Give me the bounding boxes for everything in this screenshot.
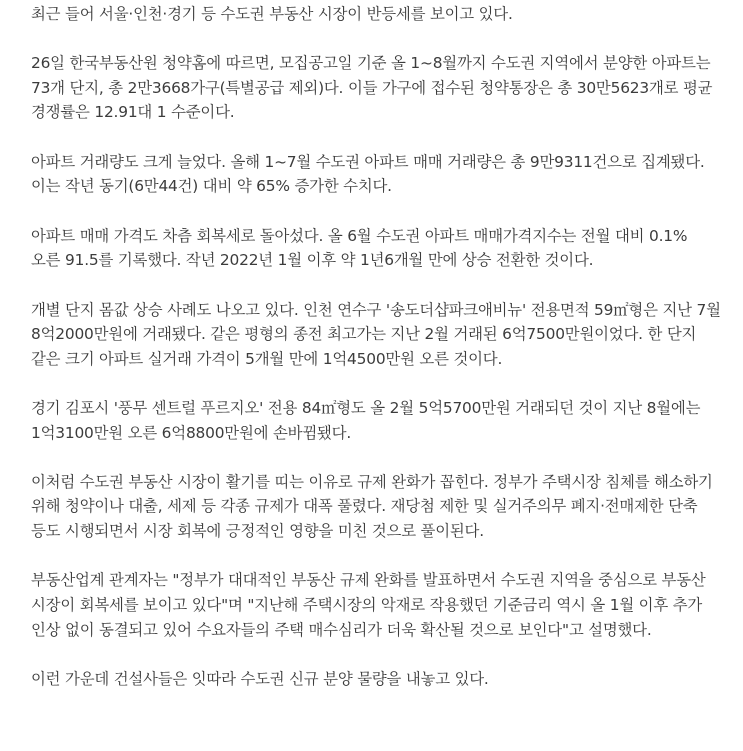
paragraph-transaction-volume: 아파트 거래량도 크게 늘었다. 올해 1~7월 수도권 아파트 매매 거래량은 총 9만9311건으로 집계됐다. 이는 작년 동기(6만44건) 대비 약 65% 증가한 수치다. bbox=[31, 152, 705, 196]
paragraph-intro: 최근 들어 서울·인천·경기 등 수도권 부동산 시장이 반등세를 보이고 있다. bbox=[31, 5, 513, 23]
paragraph-songdo-example: 개별 단지 몸값 상승 사례도 나오고 있다. 인천 연수구 '송도더샵파크애비뉴' 전용면적 59㎡형은 지난 7월 8억2000만원에 거래됐다. 같은 평형의 종전 최고가는 지난 2월 거래된 6억7500만원이었다. 한 단지 같은 크기 아파트 실거래 가격이 5개월 만에 1억4500만원 오른 것이다. bbox=[31, 300, 721, 368]
paragraph-subscription-stats: 26일 한국부동산원 청약홈에 따르면, 모집공고일 기준 올 1~8월까지 수도권 지역에서 분양한 아파트는 73개 단지, 총 2만3668가구(특별공급 제외)다. 이들 가구에 접수된 청약통장은 총 30만5623개로 평균 경쟁률은 12.91대 1 수준이다. bbox=[31, 54, 713, 122]
paragraph-gimpo-example: 경기 김포시 '풍무 센트럴 푸르지오' 전용 84㎡형도 올 2월 5억5700만원 거래되던 것이 지난 8월에는 1억3100만원 오른 6억8800만원에 손바뀜됐다. bbox=[31, 398, 701, 442]
paragraph-industry-quote: 부동산업계 관계자는 "정부가 대대적인 부동산 규제 완화를 발표하면서 수도권 지역을 중심으로 부동산 시장이 회복세를 보이고 있다"며 "지난해 주택시장의 악재로 작용했던 기준금리 역시 올 1월 이후 추가 인상 없이 동결되고 있어 수요자들의 주택 매수심리가 더욱 확산될 것으로 보인다"고 설명했다. bbox=[31, 571, 706, 639]
paragraph-deregulation: 이처럼 수도권 부동산 시장이 활기를 띠는 이유로 규제 완화가 꼽힌다. 정부가 주택시장 침체를 해소하기 위해 청약이나 대출, 세제 등 각종 규제가 대폭 풀렸다. 재당첨 제한 및 실거주의무 폐지·전매제한 단축 등도 시행되면서 시장 회복에 긍정적인 영향을 미친 것으로 풀이된다. bbox=[31, 472, 713, 541]
paragraph-new-supply: 이런 가운데 건설사들은 잇따라 수도권 신규 분양 물량을 내놓고 있다. bbox=[31, 669, 489, 688]
paragraph-price-index: 아파트 매매 가격도 차츰 회복세로 돌아섰다. 올 6월 수도권 아파트 매매가격지수는 전월 대비 0.1% 오른 91.5를 기록했다. 작년 2022년 1월 이후 약 1년6개월 만에 상승 전환한 것이다. bbox=[31, 226, 688, 270]
